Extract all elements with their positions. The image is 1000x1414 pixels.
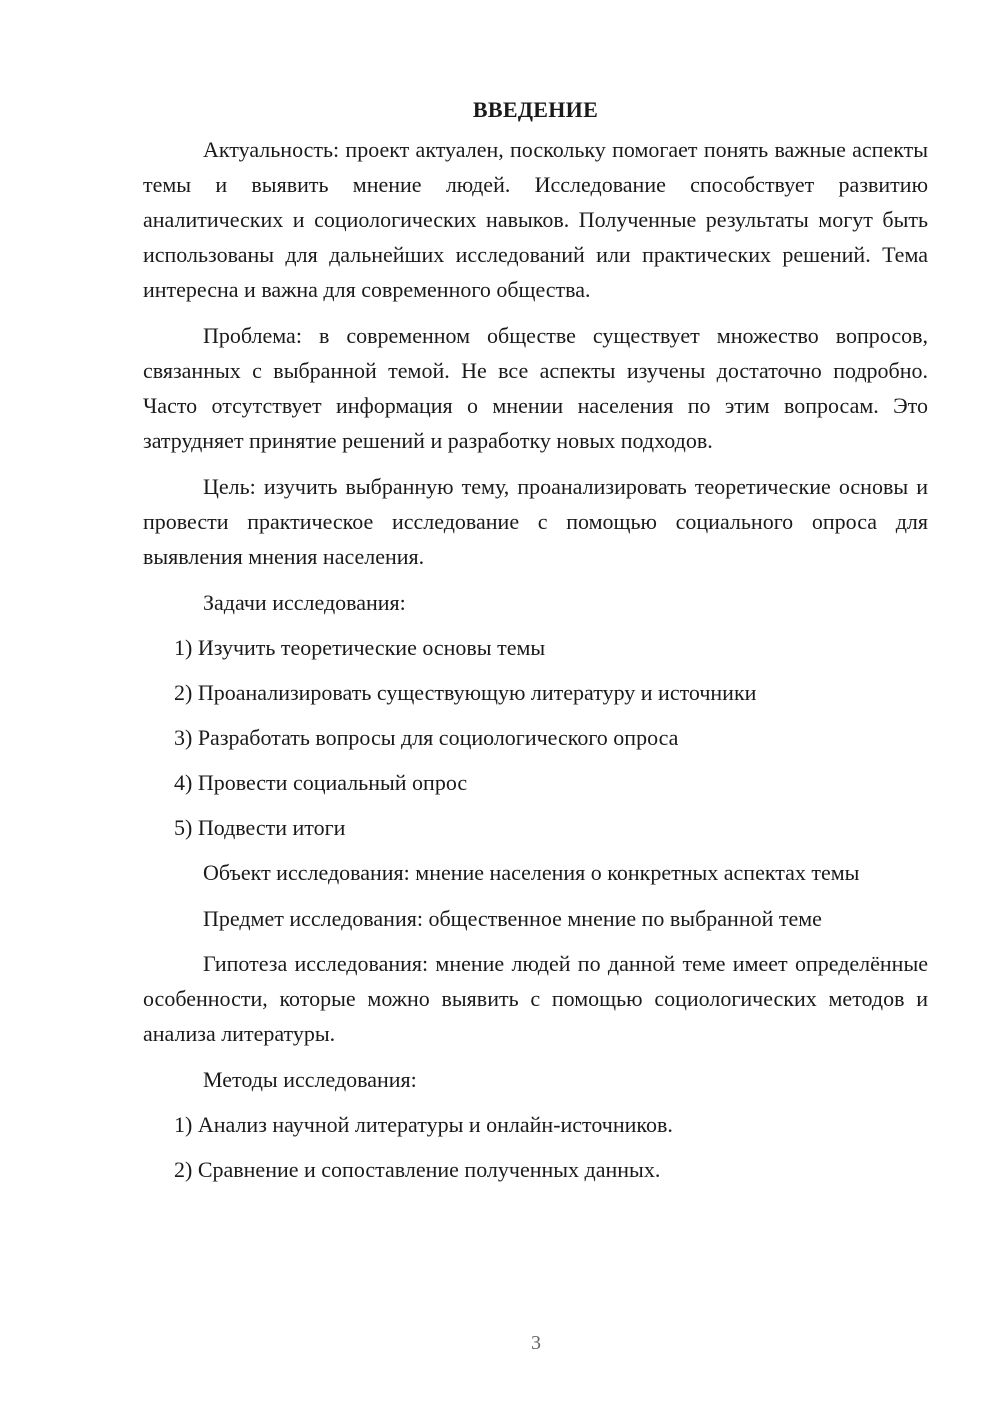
list-item: 4) Провести социальный опрос (174, 770, 468, 795)
list-item: 2) Проанализировать существующую литературу и источники (174, 680, 757, 705)
list-item: 2) Сравнение и сопоставление полученных данных. (174, 1157, 661, 1182)
methods-list (143, 1107, 928, 1187)
tasks-heading: Задачи исследования: (203, 590, 406, 615)
methods-heading: Методы исследования: (203, 1067, 417, 1092)
subject-paragraph: Предмет исследования: общественное мнение по выбранной теме (203, 906, 822, 931)
list-item: 1) Изучить теоретические основы темы (174, 635, 546, 660)
section-title: ВВЕДЕНИЕ (472, 97, 599, 122)
object-paragraph: Объект исследования: мнение населения о конкретных аспектах темы (203, 860, 860, 885)
tasks-list (143, 630, 928, 845)
document-page (143, 96, 928, 1197)
hypothesis-paragraph: Гипотеза исследования: мнение людей по данной теме имеет определённые особенности, которые можно выявить с помощью социологических методов и анализа литературы. (143, 951, 928, 1046)
list-item: 5) Подвести итоги (174, 815, 346, 840)
problem-paragraph: Проблема: в современном обществе существует множество вопросов, связанных с выбранной темой. Не все аспекты изучены достаточно подробно. Часто отсутствует информация о мнении населения по этим вопросам. Это затрудняет принятие решений и разработку новых подходов. (143, 323, 928, 453)
list-item: 3) Разработать вопросы для социологического опроса (174, 725, 679, 750)
relevance-paragraph: Актуальность: проект актуален, поскольку помогает понять важные аспекты темы и выявить мнение людей. Исследование способствует развитию аналитических и социологических навыков. Полученные результаты могут быть использованы для дальнейших исследований или практических решений. Тема интересна и важна для современного общества. (143, 137, 928, 302)
page-number: 3 (531, 1332, 541, 1354)
goal-paragraph: Цель: изучить выбранную тему, проанализировать теоретические основы и провести практическое исследование с помощью социального опроса для выявления мнения населения. (143, 474, 928, 569)
list-item: 1) Анализ научной литературы и онлайн-источников. (174, 1112, 673, 1137)
